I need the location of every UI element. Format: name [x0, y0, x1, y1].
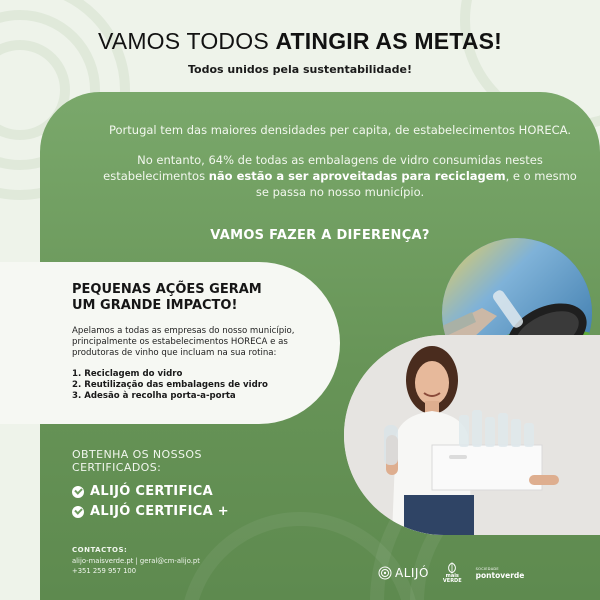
contacts-web-email: alijo-maisverde.pt | geral@cm-alijo.pt [72, 557, 200, 565]
call-to-action: VAMOS FAZER A DIFERENÇA? [210, 228, 430, 243]
action-item: 1. Reciclagem do vidro [72, 369, 183, 379]
intro-p2-c: , e o mesmo se passa no nosso município. [255, 169, 577, 199]
panel-text: Apelamos a todas as empresas do nosso município, principalmente os estabelecimentos HORECA e as produtoras de vinho que incluam na sua rotina: [72, 326, 295, 358]
logo-pontoverde [476, 567, 525, 580]
logo-pontoverde-small: SOCIEDADE [475, 566, 499, 571]
logo-pontoverde-text: pontoverde [475, 570, 525, 580]
headline-part-b: ATINGIR AS METAS! [275, 28, 503, 54]
panel-title: PEQUENAS AÇÕES GERAM UM GRANDE IMPACTO! [72, 282, 262, 313]
check-circle-icon [72, 506, 84, 518]
subtitle: Todos unidos pela sustentabilidade! [188, 63, 412, 76]
woman-with-bottles-photo [344, 335, 600, 535]
certificate-label: ALIJÓ CERTIFICA + [90, 504, 229, 519]
actions-list [72, 369, 320, 402]
logo-verde-text: VERDE [442, 578, 462, 584]
partner-logos [378, 562, 524, 584]
card-decoration-ring [180, 512, 420, 600]
contacts-phone: +351 259 957 100 [72, 567, 137, 575]
contacts-section [72, 546, 200, 576]
logo-alijo-text: ALIJÓ [395, 566, 429, 580]
headline-part-a: VAMOS TODOS [97, 28, 276, 54]
alijo-emblem-icon [378, 566, 392, 580]
intro-p2-a: No entanto, 64% de todas as embalagens de vidro consumidas nestes estabelecimentos [103, 153, 543, 183]
certificates-section [72, 448, 229, 524]
logo-mais-verde [443, 562, 462, 584]
header [0, 28, 600, 76]
certificate-item [72, 504, 229, 519]
certificates-list [72, 484, 229, 519]
certificate-label: ALIJÓ CERTIFICA [90, 484, 213, 499]
page-title [0, 28, 600, 55]
intro-text [100, 122, 580, 214]
action-item: 3. Adesão à recolha porta-a-porta [72, 391, 236, 401]
action-item: 2. Reutilização das embalagens de vidro [72, 380, 268, 390]
logo-alijo [378, 566, 429, 580]
certificates-heading: OBTENHA OS NOSSOS CERTIFICADOS: [72, 448, 202, 474]
intro-p2-b: não estão a ser aproveitadas para reciclagem [208, 169, 506, 183]
woman-illustration [344, 335, 600, 535]
intro-paragraph-1: Portugal tem das maiores densidades per capita, de estabelecimentos HORECA. [109, 123, 571, 137]
certificate-item [72, 484, 229, 499]
actions-panel [0, 262, 340, 424]
check-circle-icon [72, 486, 84, 498]
intro-paragraph-2 [100, 152, 580, 200]
contacts-heading: CONTACTOS: [72, 546, 128, 554]
logo-mais-text: mais [445, 573, 459, 579]
